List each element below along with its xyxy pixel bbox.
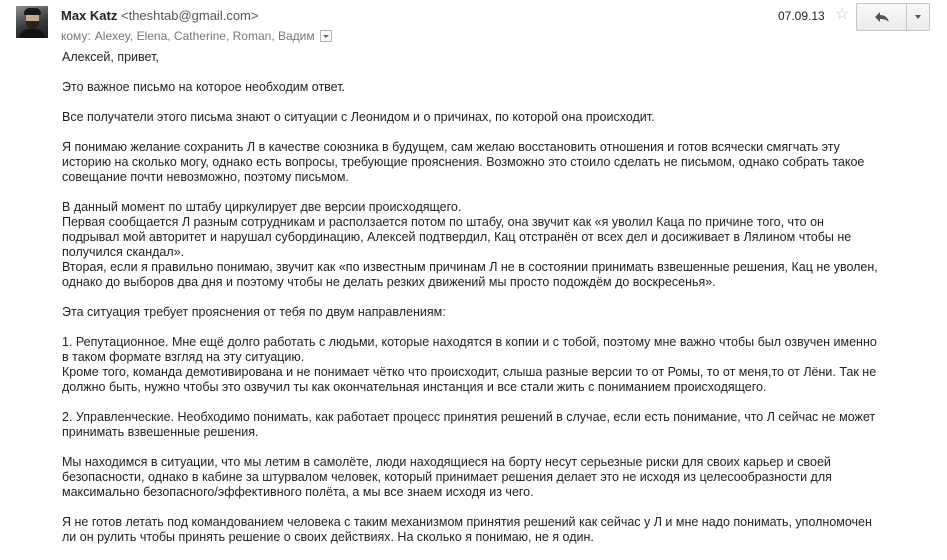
sender-name[interactable]: Max Katz [61,8,118,23]
reply-icon [874,11,890,23]
message-paragraph: Это важное письмо на которое необходим ответ. [62,80,346,94]
message-paragraph: Все получатели этого письма знают о ситуации с Леонидом и о причинах, по которой она происходит. [62,110,655,124]
message-paragraph: Эта ситуация требует прояснения от тебя по двум направлениям: [62,305,446,319]
sender-email: <theshtab@gmail.com> [120,8,259,23]
star-icon[interactable]: ☆ [835,6,850,23]
reply-button[interactable] [857,4,907,30]
message-body [62,50,912,560]
avatar-hair-shape [24,8,41,15]
avatar-beard-shape [26,21,39,29]
message-paragraph: Я не готов летать под командованием человека с таким механизмом принятия решений как сейчас у Л и мне надо понимать, уполномочен ли он рулить чтобы принять решение о своих действиях. На сколько я понимаю, не я один. [62,515,872,544]
message-date: 07.09.13 [778,9,825,23]
reply-button-group [856,3,930,31]
recipients-list: Alexey, Elena, Catherine, Roman, Вадим [94,29,315,43]
more-actions-button[interactable] [907,4,929,30]
message-paragraph: В данный момент по штабу циркулирует две версии происходящего. Первая сообщается Л разным сотрудникам и расползается потом по штабу, она звучит как «я уволил Каца по причине того, что он подрывал мой авторитет и нарушал субординацию, Алексей подтвердил, Кац отстранён от всех дел и досиживает в Лялином чтобы не получился скандал». Вторая, если я правильно понимаю, звучит как «по известным причинам Л не в состоянии принимать взвешенные решения, Кац не уволен, однако до выборов два дня и поэтому чтобы не делать резких движений мы просто подождём до воскресенья». [62,200,878,289]
message-paragraph: Алексей, привет, [62,50,159,64]
sender-avatar[interactable] [16,6,48,38]
message-paragraph: 1. Репутационное. Мне ещё долго работать с людьми, которые находятся в копии и с тобой, поэтому мне важно чтобы был озвучен именно в таком формате взгляд на эту ситуацию. Кроме того, команда демотивирована и не понимает чётко что происходит, слыша разные версии то от Ромы, то от меня,то от Лёни. Так не должно быть, нужно чтобы это озвучил ты как окончательная инстанция и все стали жить с пониманием происходящего. [62,335,877,394]
message-paragraph: 2. Управленческие. Необходимо понимать, как работает процесс принятия решений в случае, если есть понимание, что Л сейчас не может принимать взвешенные решения. [62,410,876,439]
recipients-line [61,28,332,44]
avatar-body-shape [19,29,45,38]
show-details-button[interactable] [320,30,332,42]
to-label: кому: [61,29,91,43]
chevron-down-icon [915,15,921,19]
message-paragraph: Мы находимся в ситуации, что мы летим в самолёте, люди находящиеся на борту несут серьезные риски для своих карьер и своей безопасности, однако в кабине за штурвалом человек, который принимает решения делает это не исходя из целесообразности для максимально безопасного/эффективного полёта, а мы все знаем исходя из чего. [62,455,832,499]
message-paragraph: Я понимаю желание сохранить Л в качестве союзника в будущем, сам желаю восстановить отношения и готов всячески смягчать эту историю на сколько могу, однако есть вопросы, требующие прояснения. Возможно это стоило сделать не письмом, однако собрать такое совещание почти невозможно, поэтому письмом. [62,140,865,184]
sender-line [61,8,258,24]
